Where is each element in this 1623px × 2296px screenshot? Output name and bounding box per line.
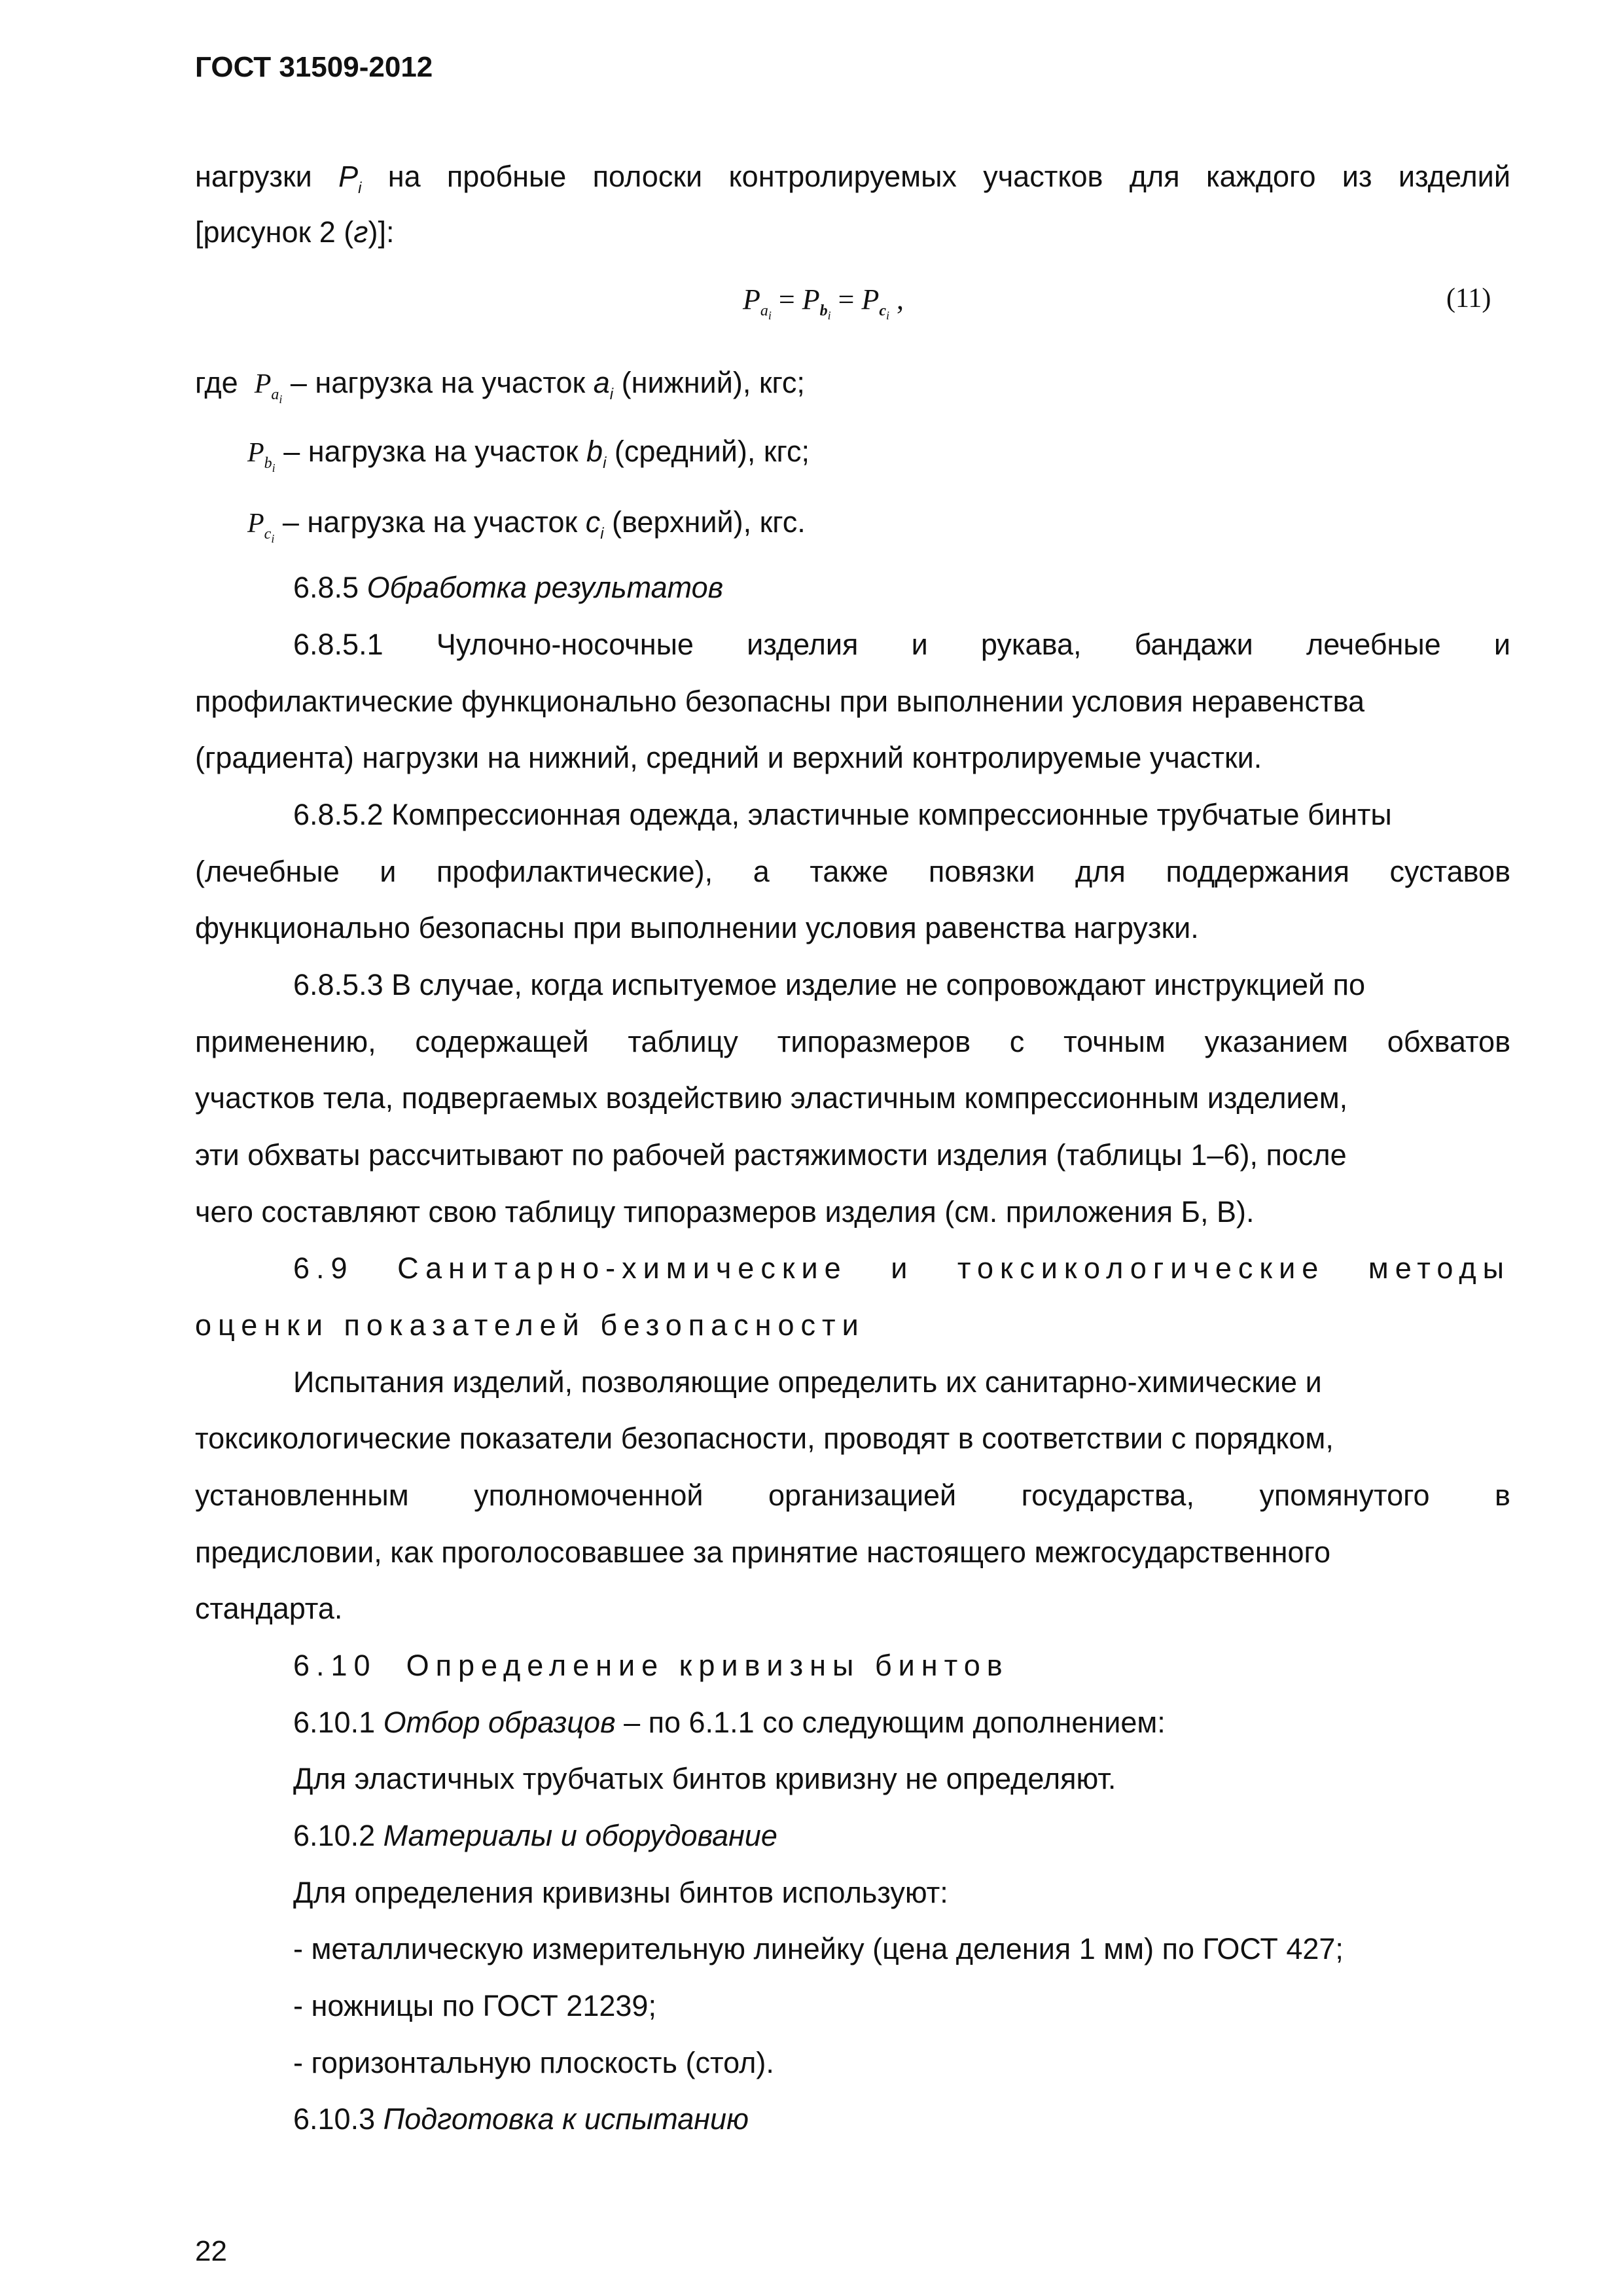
para-6-10-2: 6.10.2 Материалы и оборудование (293, 1819, 777, 1852)
where-line-b: $P_{b_i}$ – нагрузка на участок $b_i$ (средний), кгс; (247, 435, 810, 475)
list-item: - ножницы по ГОСТ 21239; (293, 1989, 656, 2022)
section-6-10-heading: 6.10 Определение кривизны бинтов (293, 1649, 1009, 1682)
list-item: - горизонтальную плоскость (стол). (293, 2046, 774, 2079)
word: изделий (1398, 160, 1510, 193)
word: контролируемых (728, 160, 957, 193)
word: на (387, 160, 421, 193)
para-6-8-5-1-line-2: профилактические функционально безопасны при выполнении условия неравенства (195, 685, 1365, 718)
page-number: 22 (195, 2235, 227, 2267)
para-6-8-5-3-line-2: применению, содержащей таблицу типоразмеров с точным указанием обхватов (195, 1025, 1510, 1058)
word: из (1342, 160, 1372, 193)
para-6-8-5-1-line-3: (градиента) нагрузки на нижний, средний и верхний контролируемые участки. (195, 741, 1262, 774)
para-6-9-line-3: установленным уполномоченной организацией государства, упомянутого в (195, 1479, 1510, 1512)
para-6-9-line-5: стандарта. (195, 1592, 343, 1625)
section-6-9-heading-line-1: 6.9 Санитарно-химические и токсикологические методы (293, 1251, 1510, 1285)
intro-line-1 (195, 157, 1510, 208)
formula-number: (11) (1446, 283, 1491, 314)
word: для (1129, 160, 1180, 193)
para-6-10-2-body: Для определения кривизны бинтов используют: (293, 1876, 948, 1909)
para-6-8-5-2-line-1: 6.8.5.2 Компрессионная одежда, эластичные компрессионные трубчатые бинты (293, 798, 1392, 831)
section-6-8-5-heading: 6.8.5 Обработка результатов (293, 571, 724, 604)
word: пробные (446, 160, 567, 193)
para-6-9-line-4: предисловии, как проголосовавшее за принятие настоящего межгосударственного (195, 1535, 1331, 1569)
formula-11: $P_{a_i} = P_{b_i} = P_{c_i}$ , (743, 283, 904, 322)
p-i-symbol: $P_i$ (338, 160, 362, 197)
word: нагрузки (195, 160, 312, 193)
where-line-c: $P_{c_i}$ – нагрузка на участок $c_i$ (верхний), кгс. (247, 505, 806, 545)
para-6-9-line-1: Испытания изделий, позволяющие определить их санитарно-химические и (293, 1365, 1322, 1399)
word: полоски (592, 160, 703, 193)
document-code: ГОСТ 31509-2012 (195, 51, 433, 83)
section-6-9-heading-line-2: оценки показателей безопасности (195, 1308, 865, 1342)
para-6-8-5-3-line-1: 6.8.5.3 В случае, когда испытуемое изделие не сопровождают инструкцией по (293, 968, 1366, 1001)
para-6-8-5-3-line-5: чего составляют свою таблицу типоразмеров изделия (см. приложения Б, В). (195, 1195, 1255, 1229)
list-item: - металлическую измерительную линейку (цена деления 1 мм) по ГОСТ 427; (293, 1932, 1344, 1965)
para-6-10-1-body: Для эластичных трубчатых бинтов кривизну не определяют. (293, 1762, 1116, 1795)
word: каждого (1205, 160, 1316, 193)
para-6-10-3: 6.10.3 Подготовка к испытанию (293, 2102, 749, 2136)
para-6-8-5-3-line-4: эти обхваты рассчитывают по рабочей растяжимости изделия (таблицы 1–6), после (195, 1138, 1347, 1172)
para-6-10-1: 6.10.1 Отбор образцов – по 6.1.1 со следующим дополнением: (293, 1706, 1166, 1739)
intro-line-2: [рисунок 2 (г)]: (195, 215, 395, 249)
para-6-8-5-1-line-1: 6.8.5.1 Чулочно-носочные изделия и рукава, бандажи лечебные и (293, 628, 1510, 661)
para-6-8-5-3-line-3: участков тела, подвергаемых воздействию эластичным компрессионным изделием, (195, 1081, 1348, 1115)
word: участков (983, 160, 1103, 193)
where-line-a: где $P_{a_i}$ – нагрузка на участок $a_i$ (нижний), кгс; (195, 366, 805, 406)
para-6-8-5-2-line-2: (лечебные и профилактические), а также повязки для поддержания суставов (195, 855, 1510, 888)
para-6-9-line-2: токсикологические показатели безопасности, проводят в соответствии с порядком, (195, 1422, 1334, 1455)
para-6-8-5-2-line-3: функционально безопасны при выполнении условия равенства нагрузки. (195, 911, 1199, 944)
